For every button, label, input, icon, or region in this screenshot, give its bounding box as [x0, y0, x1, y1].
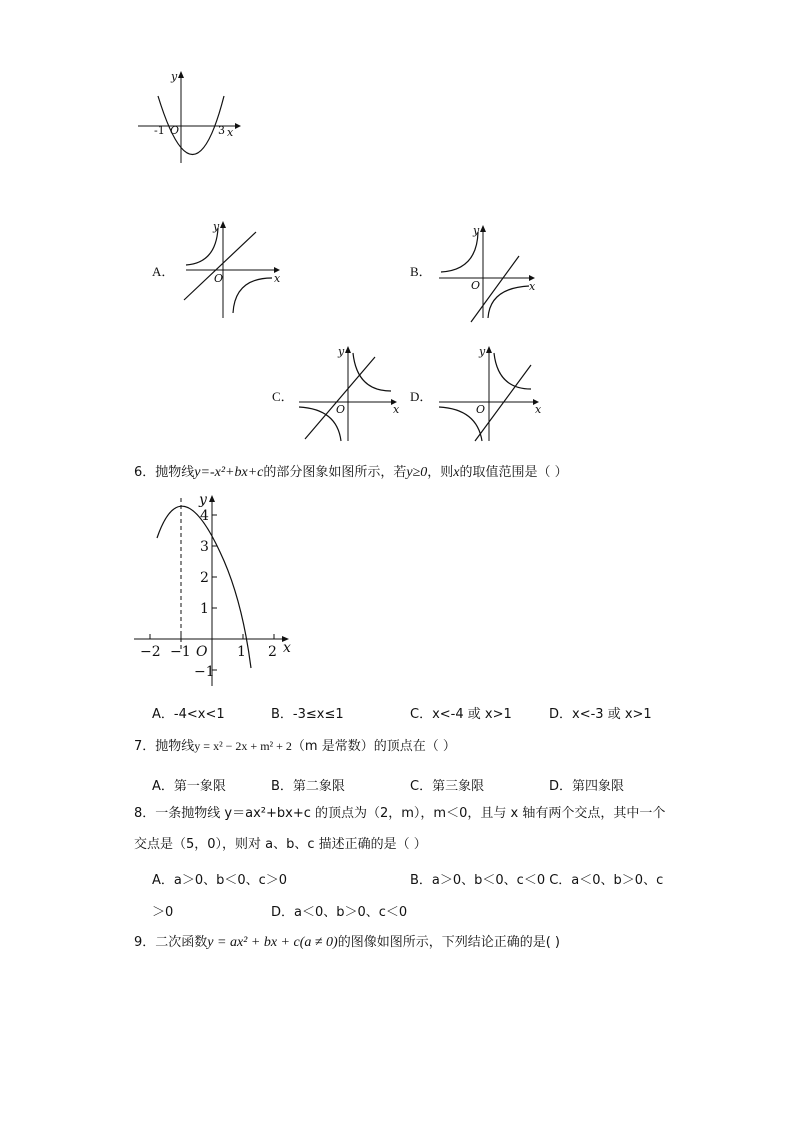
q6-text-mid: 的部分图象如图所示，若 — [263, 465, 407, 480]
y-label: y — [199, 492, 207, 508]
q5-option-c-label: C． — [272, 389, 294, 404]
y-label: y — [338, 345, 345, 358]
q7-option-a[interactable] — [152, 775, 226, 794]
x-label: x — [283, 640, 291, 656]
x-label: x — [393, 403, 400, 416]
q7-number: 7． — [134, 739, 156, 754]
origin-label: O — [170, 124, 180, 137]
origin-label: O — [214, 272, 224, 285]
q8-option-c-continued: ＞0 — [152, 905, 174, 920]
root-right-label: 3 — [218, 124, 225, 137]
q9-stem — [134, 927, 560, 959]
q8-number: 8． — [134, 806, 156, 821]
hyperbola-upper-branch — [441, 232, 478, 272]
q6-text-pre: 抛物线 — [155, 465, 195, 480]
option-text: x<-3 或 x>1 — [572, 707, 652, 722]
q7-option-b[interactable] — [271, 775, 345, 794]
x-label: x — [274, 272, 281, 285]
option-text: 第二象限 — [292, 779, 345, 794]
q6-option-d[interactable] — [549, 703, 652, 722]
q7-stem — [134, 730, 456, 763]
q9-number: 9． — [134, 935, 156, 950]
option-label: B． — [271, 707, 293, 722]
option-label: D． — [549, 707, 573, 722]
origin-label: O — [196, 644, 208, 660]
q8-line2: 交点是（5，0），则对 a、b、c 描述正确的是（ ） — [134, 837, 427, 852]
q5-option-a-label: A． — [152, 264, 175, 279]
origin-label: O — [476, 403, 486, 416]
q6-text-post: ，则 — [427, 465, 454, 480]
q5-option-b-label: B． — [410, 264, 432, 279]
option-text: 第四象限 — [572, 779, 625, 794]
option-label: B． — [271, 779, 293, 794]
option-text: -4<x<1 — [173, 707, 225, 722]
y-axis-arrow — [220, 221, 226, 228]
x-tick-label: −1 — [170, 644, 191, 660]
q6-condition: y≥0 — [406, 465, 428, 480]
x-label: x — [535, 403, 542, 416]
q6-graph — [130, 490, 300, 690]
q7-text-post: （m 是常数）的顶点在（ ） — [291, 739, 456, 754]
x-tick-label: −2 — [140, 644, 161, 660]
q6-number: 6． — [134, 465, 156, 480]
option-label: C． — [410, 779, 433, 794]
q7-option-c[interactable] — [410, 775, 484, 794]
y-axis-arrow — [486, 346, 492, 353]
hyperbola-lower-branch — [299, 407, 341, 441]
y-tick-label: 3 — [200, 539, 209, 555]
q7-formula: y = x² − 2x + m² + 2 — [194, 739, 292, 753]
parabola-curve — [158, 96, 224, 155]
option-label: D． — [549, 779, 573, 794]
hyperbola-upper-branch — [186, 228, 218, 265]
q6-formula: y=-x²+bx+c — [194, 465, 264, 480]
q6-option-b[interactable] — [271, 703, 344, 722]
q8-line1: 一条抛物线 y＝ax²+bx+c 的顶点为（2，m），m＜0，且与 x 轴有两个交点，其中一个 — [155, 806, 666, 821]
q5-option-d-label: D． — [410, 389, 433, 404]
origin-label: O — [471, 279, 481, 292]
q6-option-a[interactable] — [152, 703, 225, 722]
linear-line — [184, 232, 256, 300]
option-label: A． — [152, 779, 174, 794]
q9-formula: y = ax² + bx + c(a ≠ 0) — [207, 935, 338, 950]
hyperbola-upper-branch — [494, 353, 531, 389]
y-axis-arrow — [209, 495, 215, 502]
q8-stem-line1 — [134, 798, 665, 830]
x-label: x — [529, 280, 536, 293]
x-tick-label: 2 — [268, 644, 277, 660]
option-text: x<-4 或 x>1 — [432, 707, 512, 722]
q9-text-pre: 二次函数 — [155, 935, 208, 950]
q8-option-d[interactable]: D．a＜0、b＞0、c＜0 — [271, 905, 408, 920]
y-axis-arrow — [178, 71, 184, 78]
q7-text-pre: 抛物线 — [155, 739, 195, 754]
y-label: y — [479, 345, 486, 358]
y-axis-arrow — [480, 225, 486, 232]
q6-var: x — [453, 465, 460, 480]
linear-line — [305, 357, 375, 439]
q6-text-end: 的取值范围是（ ） — [459, 465, 568, 480]
hyperbola-upper-branch — [353, 353, 391, 391]
origin-label: O — [336, 403, 346, 416]
q6-option-c[interactable] — [410, 703, 512, 722]
q8-option-b-c[interactable]: B．a＞0、b＜0、c＜0 C．a＜0、b＞0、c — [410, 873, 664, 888]
q6-stem — [134, 457, 568, 489]
y-tick-label: 1 — [200, 601, 209, 617]
hyperbola-lower-branch — [233, 278, 272, 313]
option-label: C． — [410, 707, 433, 722]
q5-option-b-graph[interactable] — [435, 222, 545, 327]
y-axis-arrow — [345, 346, 351, 353]
q8-option-a[interactable]: A．a＞0、b＜0、c＞0 — [152, 873, 288, 888]
q7-option-d[interactable] — [549, 775, 624, 794]
option-text: -3≤x≤1 — [292, 707, 344, 722]
q8-stem-line2 — [134, 829, 427, 861]
root-left-label: -1 — [154, 124, 165, 137]
option-label: A． — [152, 707, 174, 722]
y-tick-label: 2 — [200, 570, 209, 586]
y-tick-label: −1 — [194, 664, 215, 680]
x-tick-label: 1 — [237, 644, 246, 660]
x-axis-arrow — [235, 123, 241, 129]
option-text: 第三象限 — [432, 779, 485, 794]
x-label: x — [227, 126, 234, 139]
q5-parabola-graph — [130, 68, 250, 168]
q5-option-c-graph[interactable] — [295, 343, 405, 443]
q9-text-post: 的图像如图所示，下列结论正确的是( ) — [337, 935, 560, 950]
y-label: y — [213, 220, 220, 233]
y-label: y — [171, 70, 178, 83]
option-text: 第一象限 — [173, 779, 226, 794]
y-label: y — [473, 224, 480, 237]
y-tick-label: 4 — [200, 508, 209, 524]
q5-option-a-graph[interactable] — [180, 218, 290, 323]
q5-option-d-graph[interactable] — [435, 343, 545, 443]
